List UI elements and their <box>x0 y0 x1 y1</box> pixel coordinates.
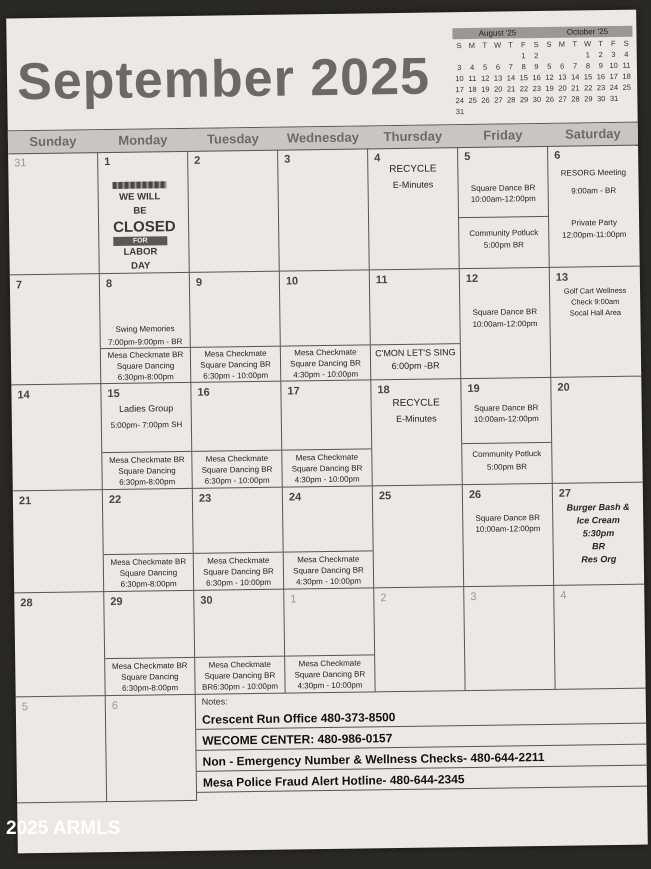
mini-calendar-grid <box>453 39 544 117</box>
day-number: 10 <box>285 275 299 288</box>
weekday-friday: Friday <box>483 127 523 143</box>
event-box <box>195 656 285 694</box>
day-cell <box>374 587 465 692</box>
event-time: 6:30pm-8:00pm <box>120 579 177 589</box>
event-title: Square Dancing BR <box>204 670 276 681</box>
event-time: 4:30pm - 10:00pm <box>293 369 359 380</box>
day-number: 6 <box>554 149 561 162</box>
mini-calendar-weekday: T <box>598 39 603 49</box>
event-box <box>282 448 372 486</box>
mini-calendar-day: 4 <box>470 62 475 72</box>
day-number: 12 <box>465 272 479 286</box>
sign-line: WE WILL BE <box>119 191 161 217</box>
mini-calendar-day: 2 <box>598 50 603 60</box>
mini-calendar-day: 21 <box>506 84 516 94</box>
event-title: Mesa Checkmate <box>207 555 270 566</box>
calendar-header <box>6 10 638 132</box>
event-box <box>101 347 190 383</box>
event-box <box>284 550 374 588</box>
mini-calendar-day <box>491 50 504 61</box>
event-title: Mesa Checkmate BR <box>107 350 184 361</box>
day-cell <box>368 147 460 270</box>
calendar-page <box>6 10 648 854</box>
mini-calendar-title: August '25 <box>452 27 542 39</box>
day-cell <box>464 586 555 691</box>
event-box <box>191 346 280 382</box>
page-title: September 2025 <box>16 47 431 112</box>
day-cell <box>100 273 192 384</box>
event-box <box>105 657 195 695</box>
day-number: 19 <box>467 382 480 396</box>
note-line: Mesa Police Fraud Alert Hotline- 480-644-2345 <box>197 766 647 793</box>
sign-line: CLOSED <box>113 218 176 236</box>
day-cell <box>370 269 462 380</box>
mini-calendar-day: 22 <box>583 83 593 93</box>
day-cell <box>101 383 192 490</box>
mini-calendar-day: 24 <box>609 82 619 93</box>
day-number: 31 <box>14 157 27 170</box>
mini-calendar-day: 31 <box>609 93 619 104</box>
day-number: 17 <box>287 385 300 398</box>
mini-calendar-day: 1 <box>585 50 590 60</box>
event-title: Mesa Checkmate <box>208 659 271 670</box>
notes-heading: Notes: <box>201 696 228 707</box>
event-title: Square Dancing BR <box>291 463 363 474</box>
mini-calendar-weekday: W <box>493 40 502 50</box>
day-cell <box>284 588 375 693</box>
sign-line: LABOR DAY <box>123 246 158 272</box>
calendar-grid <box>8 145 647 804</box>
mini-calendar-day: 30 <box>596 94 606 104</box>
event-title: Square Dancing BR <box>203 566 274 577</box>
mini-calendar-day: 12 <box>480 73 490 83</box>
day-cell <box>371 379 462 486</box>
event-private-party: Private Party <box>571 217 618 228</box>
day-number: 22 <box>108 493 122 507</box>
event-title: Mesa Checkmate <box>204 348 267 359</box>
mini-calendar-day: 15 <box>519 73 529 83</box>
day-cell <box>461 378 552 485</box>
day-cell <box>463 484 554 587</box>
mini-calendar-day: 13 <box>558 72 567 82</box>
day-number: 13 <box>555 271 569 284</box>
day-cell <box>553 483 644 586</box>
day-cell <box>280 270 372 381</box>
day-number: 14 <box>17 389 30 402</box>
day-cell <box>550 267 642 378</box>
day-number: 30 <box>200 594 213 607</box>
mini-calendar-day: 11 <box>622 60 631 70</box>
day-cell <box>106 695 197 802</box>
event-title: Square Dancing <box>121 672 179 682</box>
event-time: 6:30pm - 10:00pm <box>203 370 269 381</box>
day-number: 2 <box>380 592 387 605</box>
notes-section <box>196 689 647 793</box>
day-cell <box>278 148 370 271</box>
event-box <box>281 344 370 380</box>
event-resorg: RESORG Meeting <box>560 167 627 178</box>
mini-calendar-day: 28 <box>571 94 580 104</box>
mini-calendar-day: 1 <box>521 51 526 61</box>
mini-calendar-weekday: F <box>520 40 526 50</box>
watermark: 2025 ARMLS <box>6 818 121 839</box>
mini-calendar-day: 31 <box>455 107 465 117</box>
event-title: Mesa Checkmate BR <box>111 660 188 672</box>
day-cell <box>13 490 104 593</box>
event-golf-cart-wellness: Golf Cart Wellness <box>563 285 627 296</box>
event-organizer: Res Org <box>581 553 617 565</box>
mini-calendar-day: 26 <box>545 94 555 104</box>
mini-calendar-day: 10 <box>455 74 464 84</box>
event-title: Ice Cream <box>576 514 620 526</box>
mini-calendar-day: 12 <box>545 72 554 82</box>
mini-calendar-day <box>504 50 517 61</box>
event-title: Mesa Checkmate <box>297 554 360 565</box>
mini-calendar-weekday: S <box>623 38 629 48</box>
mini-calendar-day: 14 <box>570 72 580 82</box>
event-box <box>192 450 282 488</box>
day-number: 5 <box>464 150 471 164</box>
day-number: 1 <box>104 155 111 169</box>
event-time: 12:00pm-11:00pm <box>562 229 627 240</box>
day-number: 27 <box>558 487 572 500</box>
event-time: 7:00pm-9:00pm - BR <box>108 337 183 348</box>
weekday-saturday: Saturday <box>564 125 621 142</box>
event-square-dance: Square Dance BR <box>472 307 538 317</box>
event-location: BR <box>592 541 606 552</box>
sign-bar <box>112 181 166 189</box>
mini-calendar-day: 15 <box>583 72 593 82</box>
day-cell <box>16 696 107 803</box>
event-burger-bash: Burger Bash & <box>566 501 630 513</box>
event-title: Mesa Checkmate <box>294 347 357 358</box>
weekday-thursday: Thursday <box>383 128 443 145</box>
mini-calendar-day: 9 <box>534 62 539 72</box>
mini-calendar-day <box>505 105 518 116</box>
mini-calendar-grid <box>543 38 634 105</box>
event-box <box>285 654 375 692</box>
day-number: 24 <box>288 491 302 504</box>
mini-calendar-day: 29 <box>584 94 593 104</box>
mini-calendar-day: 28 <box>506 95 516 105</box>
event-time: 4:30pm - 10:00pm <box>294 474 360 485</box>
mini-calendar-day: 4 <box>624 49 629 59</box>
mini-calendar-day: 25 <box>468 95 477 105</box>
mini-calendar-day: 7 <box>508 62 513 72</box>
mini-calendar-weekday: W <box>583 39 592 49</box>
event-box <box>102 451 192 489</box>
event-time: 10:00am-12:00pm <box>475 524 541 534</box>
mini-calendar-day: 21 <box>571 83 580 93</box>
day-number: 28 <box>20 597 33 610</box>
event-square-dance: Square Dance BR <box>475 513 541 523</box>
event-box <box>371 343 460 379</box>
day-number: 23 <box>198 492 212 505</box>
day-number: 15 <box>107 387 120 401</box>
event-time: 10:00am-12:00pm <box>472 319 538 329</box>
mini-calendar-day: 16 <box>596 72 606 82</box>
mini-calendar-day: 13 <box>493 73 503 83</box>
day-cell <box>551 377 642 484</box>
event-time: 9:00am - BR <box>571 185 617 196</box>
mini-calendar-day <box>453 51 466 62</box>
mini-calendar-day: 11 <box>468 73 477 83</box>
mini-calendar-day: 18 <box>468 84 477 94</box>
day-cell <box>188 150 280 273</box>
mini-calendar-day: 10 <box>609 60 618 71</box>
day-number: 4 <box>374 152 381 165</box>
mini-calendar-day: 26 <box>481 95 490 105</box>
event-time: 6:00pm -BR <box>391 360 440 372</box>
day-cell <box>8 152 100 275</box>
mini-calendar-day <box>479 106 492 117</box>
mini-calendar-weekday: T <box>482 40 488 50</box>
event-recycle: RECYCLE <box>389 163 437 176</box>
day-number: 2 <box>194 154 201 167</box>
event-title: Square Dancing BR <box>293 565 364 576</box>
note-line: Non - Emergency Number & Wellness Checks- 480-644-2211 <box>196 745 646 772</box>
event-time: 10:00am-12:00pm <box>470 194 536 204</box>
mini-calendar-day: 19 <box>481 84 490 94</box>
mini-calendar-weekday: M <box>558 39 566 49</box>
mini-calendar-day: 20 <box>493 84 503 94</box>
day-cell <box>373 485 464 588</box>
day-number: 18 <box>377 384 390 397</box>
weekday-sunday: Sunday <box>29 133 77 150</box>
weekday-tuesday: Tuesday <box>206 130 259 147</box>
day-number: 20 <box>557 381 570 394</box>
mini-calendar-day: 7 <box>572 61 578 71</box>
day-cell <box>11 384 102 491</box>
mini-calendar-day: 18 <box>622 71 631 81</box>
mini-calendar-day: 24 <box>455 96 465 106</box>
event-potluck: Community Potluck <box>469 228 539 238</box>
mini-calendar-day <box>466 106 479 117</box>
event-title: Square Dancing BR <box>201 464 273 475</box>
sign-line: FOR <box>113 236 167 246</box>
day-cell <box>460 268 552 379</box>
day-cell <box>193 488 284 591</box>
mini-calendar-day: 17 <box>609 71 619 82</box>
event-time: 5:00pm- 7:00pm SH <box>110 420 183 431</box>
event-title: Mesa Checkmate <box>298 658 361 669</box>
mini-calendar-weekday: T <box>572 39 578 49</box>
event-time: 6:30pm - 10:00pm <box>206 577 272 588</box>
event-recycle: RECYCLE <box>392 397 440 410</box>
day-number: 16 <box>197 386 210 399</box>
day-cell <box>14 592 105 697</box>
day-number: 5 <box>21 701 29 714</box>
note-line: WECOME CENTER: 480-986-0157 <box>196 724 646 751</box>
event-time: 4:30pm - 10:00pm <box>296 576 362 587</box>
event-title: Mesa Checkmate <box>295 452 359 463</box>
mini-calendar-day <box>543 50 556 61</box>
event-box <box>104 553 194 591</box>
mini-calendar-weekday: F <box>610 38 616 48</box>
mini-calendar-weekday: S <box>533 40 539 50</box>
event-time: 5:00pm BR <box>486 462 528 472</box>
mini-calendar-title: October '25 <box>542 26 632 38</box>
mini-calendar-day <box>568 49 581 60</box>
mini-calendar-day: 3 <box>611 49 616 59</box>
event-time: 6:30pm-8:00pm <box>119 477 176 487</box>
event-time: 6:30pm-8:00pm <box>121 683 179 693</box>
event-swing-memories: Swing Memories <box>115 324 175 334</box>
day-cell <box>458 146 550 269</box>
event-time: BR6:30pm - 10:00pm <box>201 681 279 692</box>
event-title: Mesa Checkmate BR <box>110 556 187 568</box>
mini-calendar-weekday: T <box>508 40 513 50</box>
mini-calendar-day: 19 <box>545 83 554 93</box>
mini-calendar-day <box>492 105 505 116</box>
mini-calendar-day: 2 <box>534 51 539 61</box>
event-ladies-group: Ladies Group <box>119 403 174 414</box>
mini-calendar-day: 3 <box>457 63 462 73</box>
event-location: Socal Hall Area <box>569 307 622 318</box>
day-cell <box>194 590 285 695</box>
weekday-monday: Monday <box>118 132 168 148</box>
day-cell <box>283 486 374 589</box>
day-number: 25 <box>378 490 392 503</box>
event-time: Check 9:00am <box>570 296 620 307</box>
day-number: 11 <box>375 274 388 287</box>
event-title: Square Dancing <box>119 568 178 578</box>
day-cell <box>98 151 190 274</box>
event-cmon-lets-sing: C'MON LET'S SING <box>375 347 456 359</box>
event-box <box>459 216 549 268</box>
mini-calendar-day: 16 <box>532 72 541 83</box>
mini-calendar-day: 27 <box>494 95 503 105</box>
mini-calendar-weekday: S <box>546 39 552 49</box>
day-number: 6 <box>111 699 119 713</box>
mini-calendar-day: 9 <box>598 61 603 71</box>
mini-calendar-day <box>531 105 544 116</box>
event-eminutes: E-Minutes <box>395 413 437 425</box>
day-cell <box>104 591 195 696</box>
day-number: 21 <box>18 495 32 508</box>
mini-calendar-day: 8 <box>521 62 526 72</box>
mini-calendar-day <box>556 50 569 61</box>
mini-calendar-day: 6 <box>495 62 501 72</box>
event-time: 5:30pm <box>582 528 615 539</box>
day-number: 7 <box>15 279 23 292</box>
mini-calendar-day: 6 <box>560 61 565 71</box>
event-time: 6:30pm-8:00pm <box>117 372 174 382</box>
mini-calendar-weekday: M <box>468 40 476 50</box>
mini-calendar-day: 20 <box>558 83 567 93</box>
event-square-dance: Square Dance BR <box>473 403 539 413</box>
mini-calendar-day: 5 <box>547 61 552 71</box>
mini-calendar-day <box>518 105 531 116</box>
event-time: 5:00pm BR <box>483 240 524 250</box>
day-cell <box>281 380 372 487</box>
event-box <box>194 552 284 590</box>
event-time: 4:30pm - 10:00pm <box>297 680 363 691</box>
weekday-wednesday: Wednesday <box>286 129 359 146</box>
note-line: Crescent Run Office 480-373-8500 <box>196 703 646 730</box>
event-time: 10:00am-12:00pm <box>473 414 539 424</box>
mini-calendar-day: 5 <box>482 62 488 72</box>
day-number: 26 <box>468 488 482 502</box>
mini-calendar-august <box>452 27 543 117</box>
mini-calendar-october <box>542 26 633 105</box>
day-number: 3 <box>470 590 477 604</box>
event-title: Square Dancing BR <box>294 669 366 680</box>
mini-calendar-day <box>466 51 479 62</box>
day-cell <box>554 585 645 690</box>
mini-calendar-day: 25 <box>622 82 632 92</box>
day-cell <box>10 274 102 385</box>
event-square-dance: Square Dance BR <box>470 183 536 193</box>
mini-calendar-weekday: S <box>456 41 462 51</box>
event-time: 6:30pm - 10:00pm <box>204 475 270 486</box>
day-number: 9 <box>195 276 203 289</box>
mini-calendar-day: 8 <box>585 61 591 71</box>
event-potluck: Community Potluck <box>472 449 542 459</box>
event-title: Square Dancing BR <box>200 359 271 370</box>
mini-calendar-day: 29 <box>519 95 529 105</box>
event-box <box>462 442 552 484</box>
day-number: 3 <box>284 153 291 166</box>
day-number: 29 <box>110 595 123 609</box>
day-number: 8 <box>105 277 113 291</box>
event-title: Square Dancing <box>116 361 175 371</box>
mini-calendar-day <box>620 93 633 104</box>
day-cell <box>191 382 282 489</box>
event-title: Square Dancing <box>118 466 176 476</box>
day-number: 1 <box>290 593 297 606</box>
mini-calendar-day <box>478 51 491 62</box>
mini-calendar-day: 23 <box>532 83 542 94</box>
mini-calendar-day: 22 <box>519 84 529 94</box>
mini-calendar-day: 27 <box>558 94 567 104</box>
closed-labor-day-sign <box>112 179 176 272</box>
mini-calendar-day: 30 <box>532 94 542 105</box>
event-title: Square Dancing BR <box>290 358 361 369</box>
day-cell <box>548 145 640 268</box>
event-title: Mesa Checkmate <box>205 453 269 464</box>
event-eminutes: E-Minutes <box>392 179 434 191</box>
event-title: Mesa Checkmate BR <box>109 454 185 466</box>
day-number: 4 <box>560 589 567 602</box>
day-cell <box>103 489 194 592</box>
day-cell <box>190 272 282 383</box>
mini-calendar-day: 17 <box>455 85 464 95</box>
mini-calendar-day: 14 <box>506 73 516 83</box>
mini-calendar-day: 23 <box>596 83 606 93</box>
